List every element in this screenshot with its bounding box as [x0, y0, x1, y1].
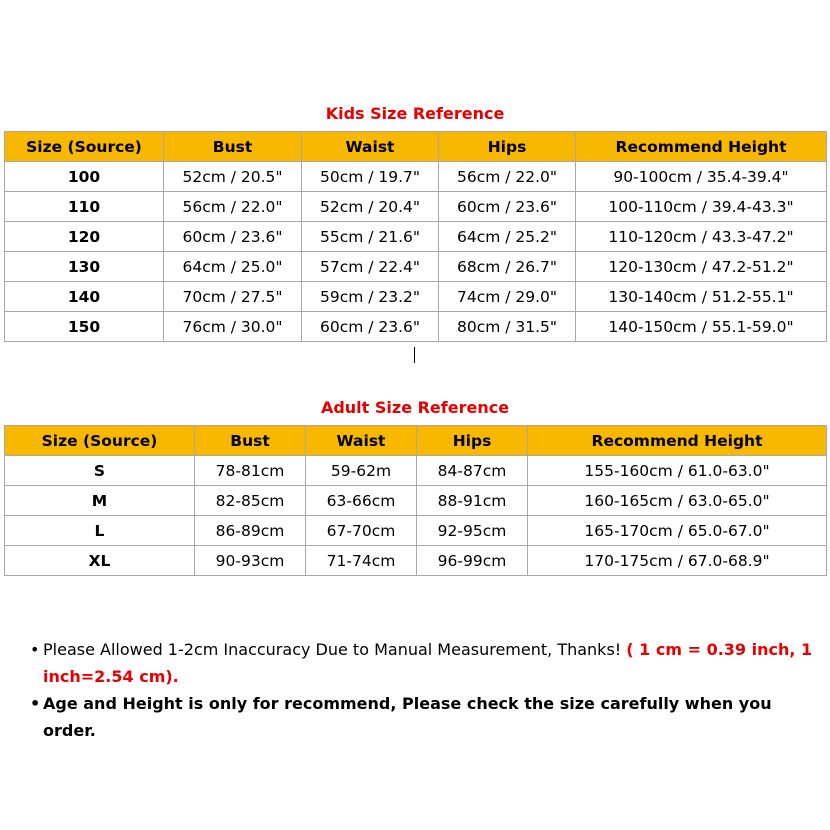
kids-size-table [4, 131, 827, 342]
header-hips: Hips [439, 132, 576, 162]
header-size: Size (Source) [5, 132, 164, 162]
waist-cell: 50cm / 19.7" [302, 162, 439, 192]
table-row [5, 252, 827, 282]
hips-cell: 84-87cm [417, 456, 528, 486]
adult-size-title: Adult Size Reference [320, 398, 510, 417]
waist-cell: 67-70cm [306, 516, 417, 546]
bust-cell: 90-93cm [195, 546, 306, 576]
table-row [5, 222, 827, 252]
note-measurement [30, 636, 820, 690]
note-conversion: ( 1 cm = 0.39 inch, 1 inch=2.54 cm). [43, 640, 813, 686]
bullet: • [30, 640, 40, 659]
size-cell: L [5, 516, 195, 546]
table-row [5, 192, 827, 222]
waist-cell: 52cm / 20.4" [302, 192, 439, 222]
header-hips: Hips [417, 426, 528, 456]
height-cell: 110-120cm / 43.3-47.2" [576, 222, 827, 252]
header-bust: Bust [164, 132, 302, 162]
header-bust: Bust [195, 426, 306, 456]
header-recommend-height: Recommend Height [528, 426, 827, 456]
height-cell: 120-130cm / 47.2-51.2" [576, 252, 827, 282]
waist-cell: 63-66cm [306, 486, 417, 516]
size-cell: 100 [5, 162, 164, 192]
size-cell: 120 [5, 222, 164, 252]
size-cell: 110 [5, 192, 164, 222]
kids-size-title: Kids Size Reference [325, 104, 505, 123]
height-cell: 140-150cm / 55.1-59.0" [576, 312, 827, 342]
table-row [5, 282, 827, 312]
header-row [5, 426, 827, 456]
height-cell: 90-100cm / 35.4-39.4" [576, 162, 827, 192]
table-row [5, 162, 827, 192]
size-cell: S [5, 456, 195, 486]
note-recommend [30, 690, 820, 744]
header-size: Size (Source) [5, 426, 195, 456]
kids-table-header [5, 132, 827, 162]
note-measurement-text [43, 636, 820, 690]
header-row [5, 132, 827, 162]
height-cell: 170-175cm / 67.0-68.9" [528, 546, 827, 576]
text-cursor [414, 347, 415, 363]
height-cell: 100-110cm / 39.4-43.3" [576, 192, 827, 222]
bust-cell: 76cm / 30.0" [164, 312, 302, 342]
note-recommend-text: Age and Height is only for recommend, Please check the size carefully when you order. [43, 694, 772, 740]
height-cell: 130-140cm / 51.2-55.1" [576, 282, 827, 312]
size-cell: 150 [5, 312, 164, 342]
table-row [5, 456, 827, 486]
size-cell: XL [5, 546, 195, 576]
height-cell: 155-160cm / 61.0-63.0" [528, 456, 827, 486]
waist-cell: 55cm / 21.6" [302, 222, 439, 252]
bust-cell: 78-81cm [195, 456, 306, 486]
table-row [5, 312, 827, 342]
bust-cell: 60cm / 23.6" [164, 222, 302, 252]
table-row [5, 486, 827, 516]
size-cell: 140 [5, 282, 164, 312]
hips-cell: 60cm / 23.6" [439, 192, 576, 222]
note-measurement-plain: Please Allowed 1-2cm Inaccuracy Due to Manual Measurement, Thanks! [43, 640, 627, 659]
hips-cell: 96-99cm [417, 546, 528, 576]
table-row [5, 516, 827, 546]
bust-cell: 86-89cm [195, 516, 306, 546]
size-cell: M [5, 486, 195, 516]
height-cell: 165-170cm / 65.0-67.0" [528, 516, 827, 546]
bust-cell: 56cm / 22.0" [164, 192, 302, 222]
waist-cell: 60cm / 23.6" [302, 312, 439, 342]
height-cell: 160-165cm / 63.0-65.0" [528, 486, 827, 516]
bust-cell: 82-85cm [195, 486, 306, 516]
hips-cell: 92-95cm [417, 516, 528, 546]
adult-size-table [4, 425, 827, 576]
hips-cell: 68cm / 26.7" [439, 252, 576, 282]
adult-table-header [5, 426, 827, 456]
size-cell: 130 [5, 252, 164, 282]
bullet: • [30, 694, 41, 713]
notes-section [30, 636, 820, 744]
waist-cell: 59cm / 23.2" [302, 282, 439, 312]
hips-cell: 80cm / 31.5" [439, 312, 576, 342]
hips-cell: 88-91cm [417, 486, 528, 516]
waist-cell: 59-62m [306, 456, 417, 486]
waist-cell: 71-74cm [306, 546, 417, 576]
waist-cell: 57cm / 22.4" [302, 252, 439, 282]
bust-cell: 52cm / 20.5" [164, 162, 302, 192]
bust-cell: 70cm / 27.5" [164, 282, 302, 312]
table-row [5, 546, 827, 576]
hips-cell: 64cm / 25.2" [439, 222, 576, 252]
bust-cell: 64cm / 25.0" [164, 252, 302, 282]
hips-cell: 56cm / 22.0" [439, 162, 576, 192]
hips-cell: 74cm / 29.0" [439, 282, 576, 312]
header-waist: Waist [302, 132, 439, 162]
header-waist: Waist [306, 426, 417, 456]
header-recommend-height: Recommend Height [576, 132, 827, 162]
